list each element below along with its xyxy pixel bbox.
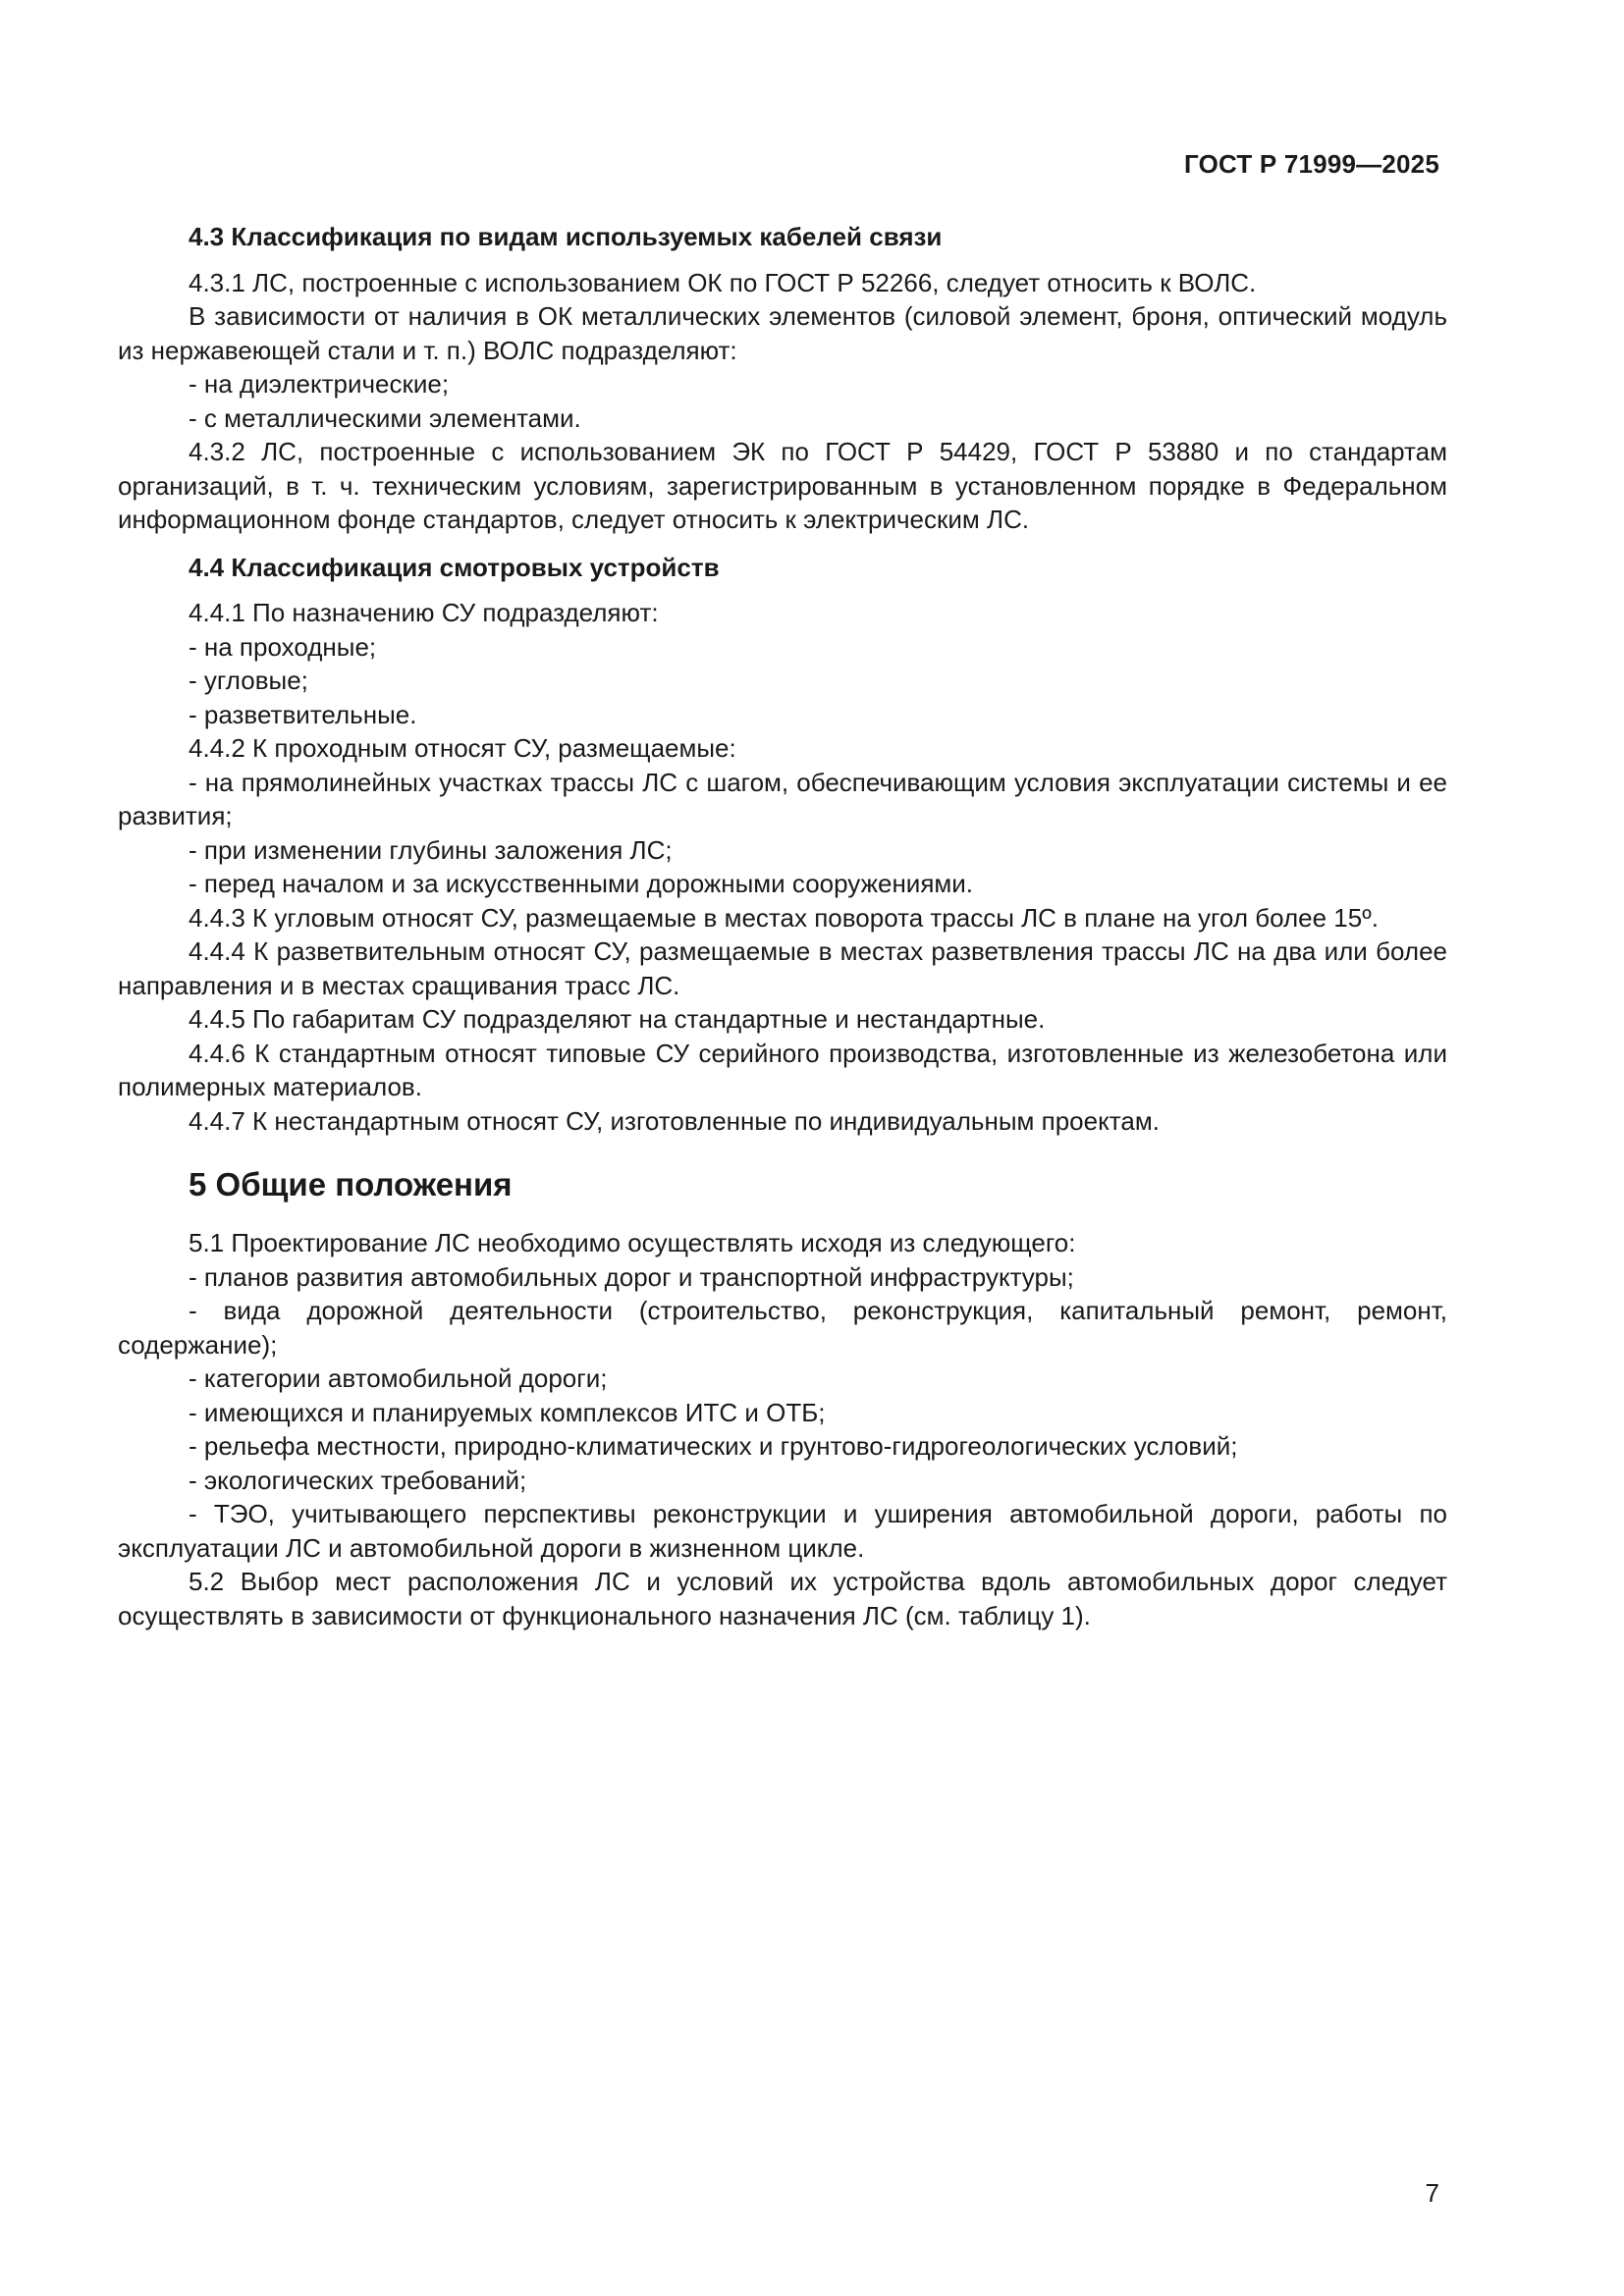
list-item: - перед началом и за искусственными дорожными сооружениями. (189, 869, 974, 898)
paragraph-4-4-4: 4.4.4 К разветвительным относят СУ, размещаемые в местах разветвления трассы ЛС на два или более направления и в местах сращивания трасс ЛС. (118, 936, 1447, 1000)
paragraph-4-3-2: 4.3.2 ЛС, построенные с использованием ЭК по ГОСТ Р 54429, ГОСТ Р 53880 и по стандартам организаций, в т. ч. техническим условиям, зарегистрированным в установленном порядке в Федеральном информационном фонде стандартов, следует относить к электрическим ЛС. (118, 437, 1447, 534)
section-5-heading: 5 Общие положения (189, 1166, 513, 1202)
list-item: - при изменении глубины заложения ЛС; (189, 834, 673, 865)
paragraph-4-4-5: 4.4.5 По габаритам СУ подразделяют на стандартные и нестандартные. (189, 1004, 1046, 1034)
paragraph-4-4-1: 4.4.1 По назначению СУ подразделяют: (189, 598, 659, 627)
list-item: - с металлическими элементами. (189, 402, 581, 433)
list-item: - рельефа местности, природно-климатических и грунтово-гидрогеологических условий; (189, 1431, 1238, 1461)
list-item: - экологических требований; (189, 1465, 527, 1495)
paragraph-4-3-1: 4.3.1 ЛС, построенные с использованием ОК по ГОСТ Р 52266, следует относить к ВОЛС. (189, 267, 1257, 297)
paragraph-4-3-1-intro: В зависимости от наличия в ОК металлических элементов (силовой элемент, броня, оптический модуль из нержавеющей стали и т. п.) ВОЛС подразделяют: (118, 301, 1447, 365)
list-item: - на диэлектрические; (189, 369, 450, 399)
list-item: - вида дорожной деятельности (строительство, реконструкция, капитальный ремонт, ремонт, содержание); (118, 1296, 1447, 1360)
paragraph-4-4-3: 4.4.3 К угловым относят СУ, размещаемые в местах поворота трассы ЛС в плане на угол более 15º. (189, 902, 1379, 933)
list-item: - планов развития автомобильных дорог и транспортной инфраструктуры; (189, 1261, 1074, 1292)
section-4-3-title: 4.3 Классификация по видам используемых кабелей связи (189, 222, 943, 251)
paragraph-4-4-2: 4.4.2 К проходным относят СУ, размещаемые: (189, 733, 736, 763)
list-item: - ТЭО, учитывающего перспективы реконструкции и уширения автомобильной дороги, работы по эксплуатации ЛС и автомобильной дороги в жизненном цикле. (118, 1499, 1447, 1563)
list-item: - на прямолинейных участках трассы ЛС с шагом, обеспечивающим условия эксплуатации системы и ее развития; (118, 767, 1447, 830)
list-item: - разветвительные. (189, 699, 417, 729)
paragraph-4-4-6: 4.4.6 К стандартным относят типовые СУ серийного производства, изготовленные из железобетона или полимерных материалов. (118, 1038, 1447, 1101)
paragraph-5-2: 5.2 Выбор мест расположения ЛС и условий их устройства вдоль автомобильных дорог следует осуществлять в зависимости от функционального назначения ЛС (см. таблицу 1). (118, 1567, 1447, 1630)
list-item: - угловые; (189, 666, 308, 695)
section-4-4-title: 4.4 Классификация смотровых устройств (189, 552, 720, 582)
paragraph-4-4-7: 4.4.7 К нестандартным относят СУ, изготовленные по индивидуальным проектам. (189, 1105, 1160, 1136)
list-item: - на проходные; (189, 631, 377, 662)
list-item: - категории автомобильной дороги; (189, 1363, 608, 1393)
document-header-id: ГОСТ Р 71999—2025 (1184, 149, 1439, 179)
paragraph-5-1: 5.1 Проектирование ЛС необходимо осуществлять исходя из следующего: (189, 1228, 1076, 1257)
document-body (118, 220, 1447, 1632)
list-item: - имеющихся и планируемых комплексов ИТС и ОТБ; (189, 1397, 826, 1427)
page-number: 7 (1425, 2178, 1439, 2208)
